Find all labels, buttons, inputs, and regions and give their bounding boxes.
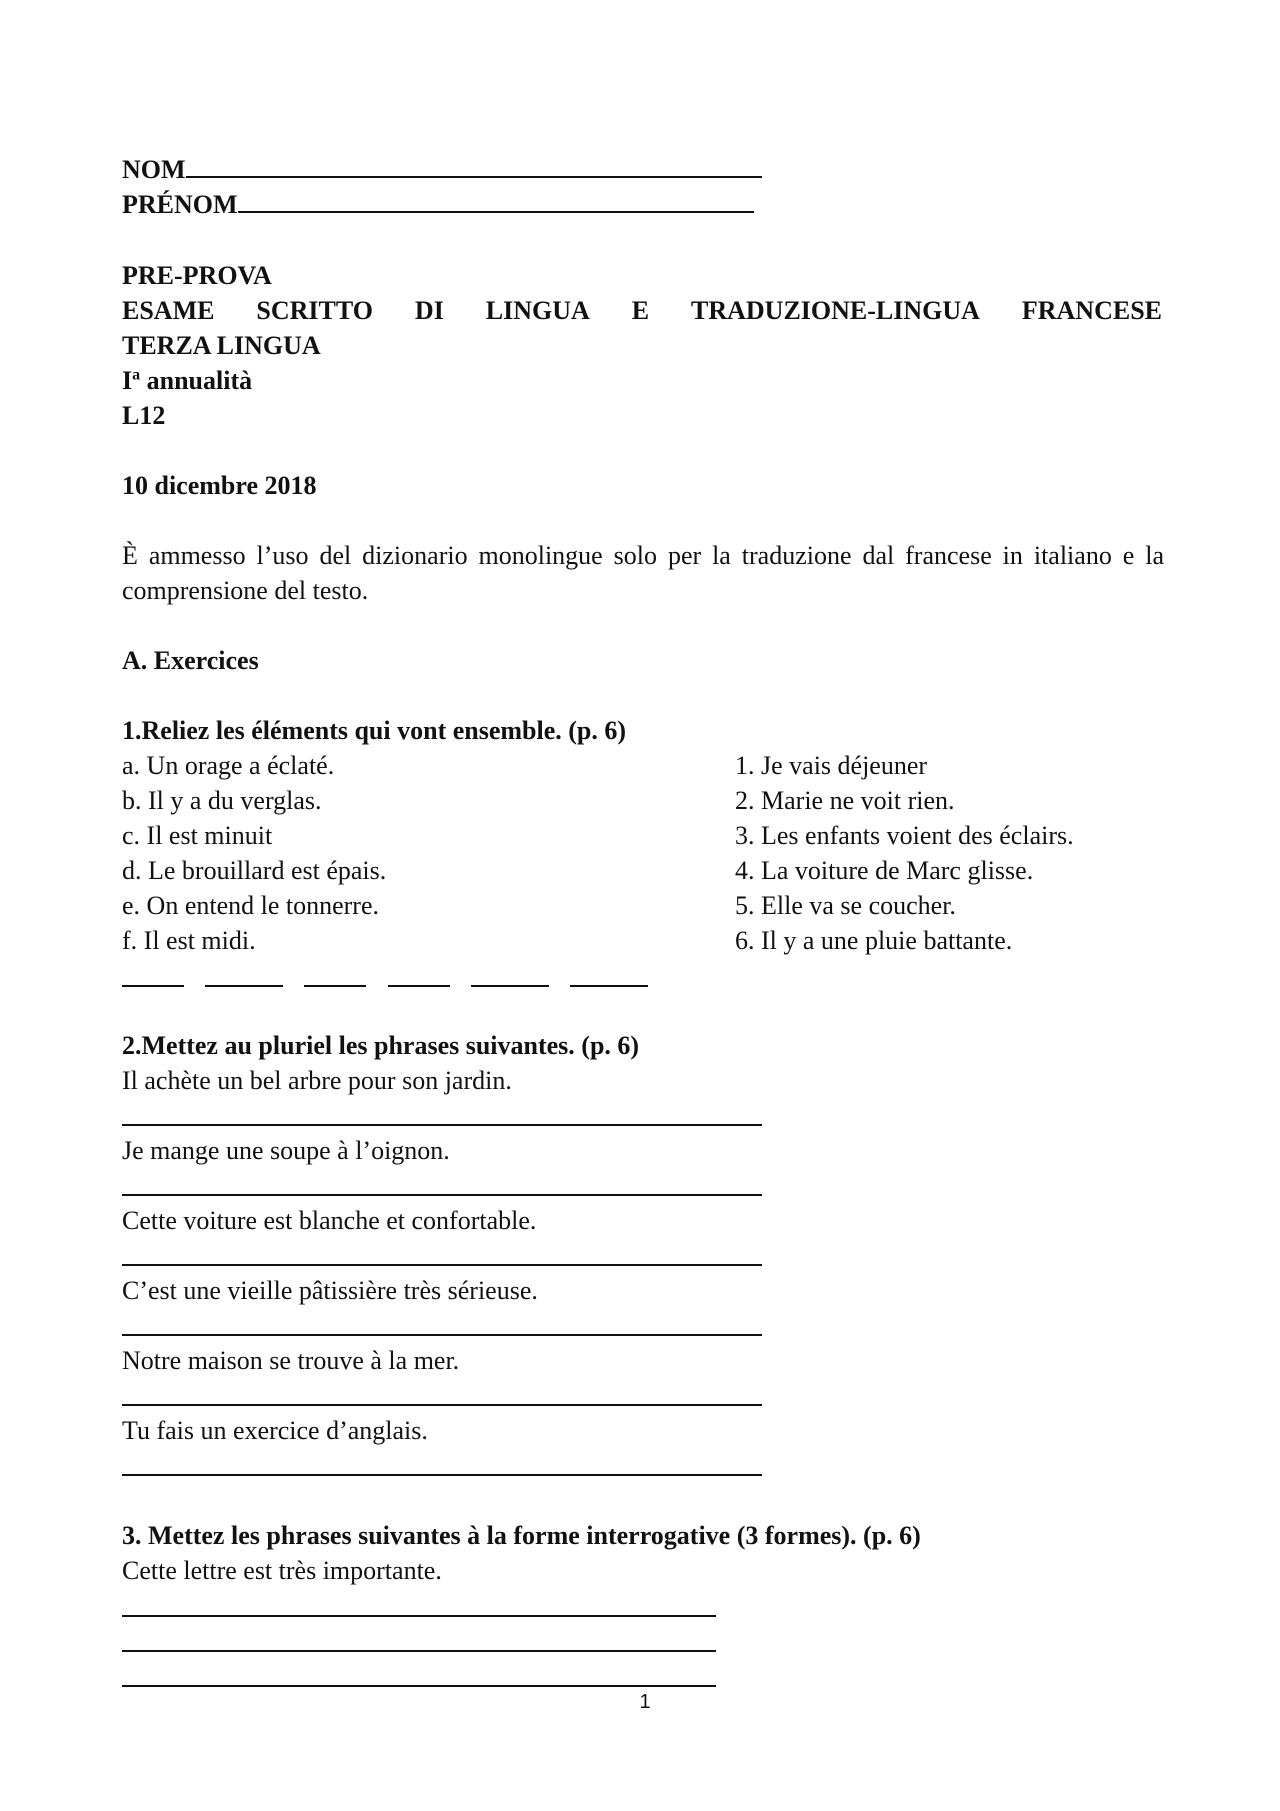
- exercise1-right-item: 1. Je vais déjeuner: [735, 751, 928, 780]
- prenom-blank-line[interactable]: [238, 189, 754, 213]
- section-title: A. Exercices: [122, 646, 259, 675]
- exam-title-word: LINGUA: [485, 296, 590, 325]
- exercise1-left-item: d. Le brouillard est épais.: [122, 856, 387, 885]
- nom-blank-line[interactable]: [186, 154, 762, 178]
- exercise3-title: 3. Mettez les phrases suivantes à la forme interrogative (3 formes). (p. 6): [122, 1521, 921, 1550]
- exercise1-left-item: b. Il y a du verglas.: [122, 786, 322, 815]
- exercise1-right-item: 3. Les enfants voient des éclairs.: [735, 821, 1074, 850]
- exercise1-left-item: f. Il est midi.: [122, 926, 256, 955]
- exam-title-word: ESAME: [122, 296, 215, 325]
- exercise2-title: 2.Mettez au pluriel les phrases suivantes. (p. 6): [122, 1031, 640, 1060]
- exercise1-right-item: 5. Elle va se coucher.: [735, 891, 956, 920]
- exercise1-left-item: e. On entend le tonnerre.: [122, 891, 380, 920]
- exam-title-word: SCRITTO: [256, 296, 373, 325]
- exam-title-word: FRANCESE: [1021, 296, 1162, 325]
- exercise1-right-item: 4. La voiture de Marc glisse.: [735, 856, 1034, 885]
- exercise2-answer-line[interactable]: [122, 1334, 762, 1336]
- exam-title-line2: TERZA LINGUA: [122, 331, 321, 360]
- exercise1-title: 1.Reliez les éléments qui vont ensemble. (p. 6): [122, 716, 627, 745]
- exercise2-sentence: Cette voiture est blanche et confortable.: [122, 1206, 537, 1235]
- exam-year-prefix: I: [122, 366, 133, 395]
- exam-year-suffix: annualità: [140, 366, 253, 395]
- exercise2-sentence: Je mange une soupe à l’oignon.: [122, 1136, 450, 1165]
- exercise3-answer-line[interactable]: [122, 1685, 716, 1687]
- nom-field[interactable]: [122, 152, 762, 187]
- prenom-field[interactable]: [122, 187, 754, 222]
- exercise2-answer-line[interactable]: [122, 1264, 762, 1266]
- exam-code: L12: [122, 401, 166, 430]
- exam-title-word: E: [631, 296, 650, 325]
- exercise1-answer-blank[interactable]: [304, 985, 366, 987]
- exercise1-right-item: 2. Marie ne voit rien.: [735, 786, 955, 815]
- exam-title-word: TRADUZIONE-LINGUA: [691, 296, 980, 325]
- exercise1-left-item: a. Un orage a éclaté.: [122, 751, 335, 780]
- exercise2-answer-line[interactable]: [122, 1124, 762, 1126]
- exercise2-sentence: C’est une vieille pâtissière très sérieuse.: [122, 1276, 538, 1305]
- exercise1-answer-blank[interactable]: [388, 985, 450, 987]
- exercise1-answer-blank[interactable]: [205, 985, 283, 987]
- exercise1-answer-blank[interactable]: [570, 985, 648, 987]
- exam-date: 10 dicembre 2018: [122, 471, 317, 500]
- exercise1-answer-blank[interactable]: [122, 985, 184, 987]
- exam-type: PRE-PROVA: [122, 261, 272, 290]
- exercise2-sentence: Notre maison se trouve à la mer.: [122, 1346, 460, 1375]
- exam-title-line1: [122, 293, 1162, 328]
- exercise2-answer-line[interactable]: [122, 1194, 762, 1196]
- exam-year: [122, 363, 252, 398]
- page-number: 1: [639, 1691, 651, 1713]
- exam-year-superscript: a: [132, 366, 141, 384]
- exercise3-answer-line[interactable]: [122, 1615, 716, 1617]
- exercise3-answer-line[interactable]: [122, 1650, 716, 1652]
- exercise1-answer-blank[interactable]: [471, 985, 549, 987]
- nom-label: NOM: [122, 155, 186, 184]
- exercise2-sentence: Tu fais un exercice d’anglais.: [122, 1416, 428, 1445]
- instructions-paragraph: È ammesso l’uso del dizionario monolingue solo per la traduzione dal francese in italiano e la comprensione del testo.: [122, 541, 1164, 605]
- exercise1-right-item: 6. Il y a une pluie battante.: [735, 926, 1013, 955]
- prenom-label: PRÉNOM: [122, 190, 238, 219]
- exercise2-answer-line[interactable]: [122, 1404, 762, 1406]
- exercise3-sentence: Cette lettre est très importante.: [122, 1556, 442, 1585]
- exam-title-word: DI: [414, 296, 444, 325]
- exercise1-left-item: c. Il est minuit: [122, 821, 273, 850]
- exercise2-sentence: Il achète un bel arbre pour son jardin.: [122, 1066, 512, 1095]
- exercise2-answer-line[interactable]: [122, 1474, 762, 1476]
